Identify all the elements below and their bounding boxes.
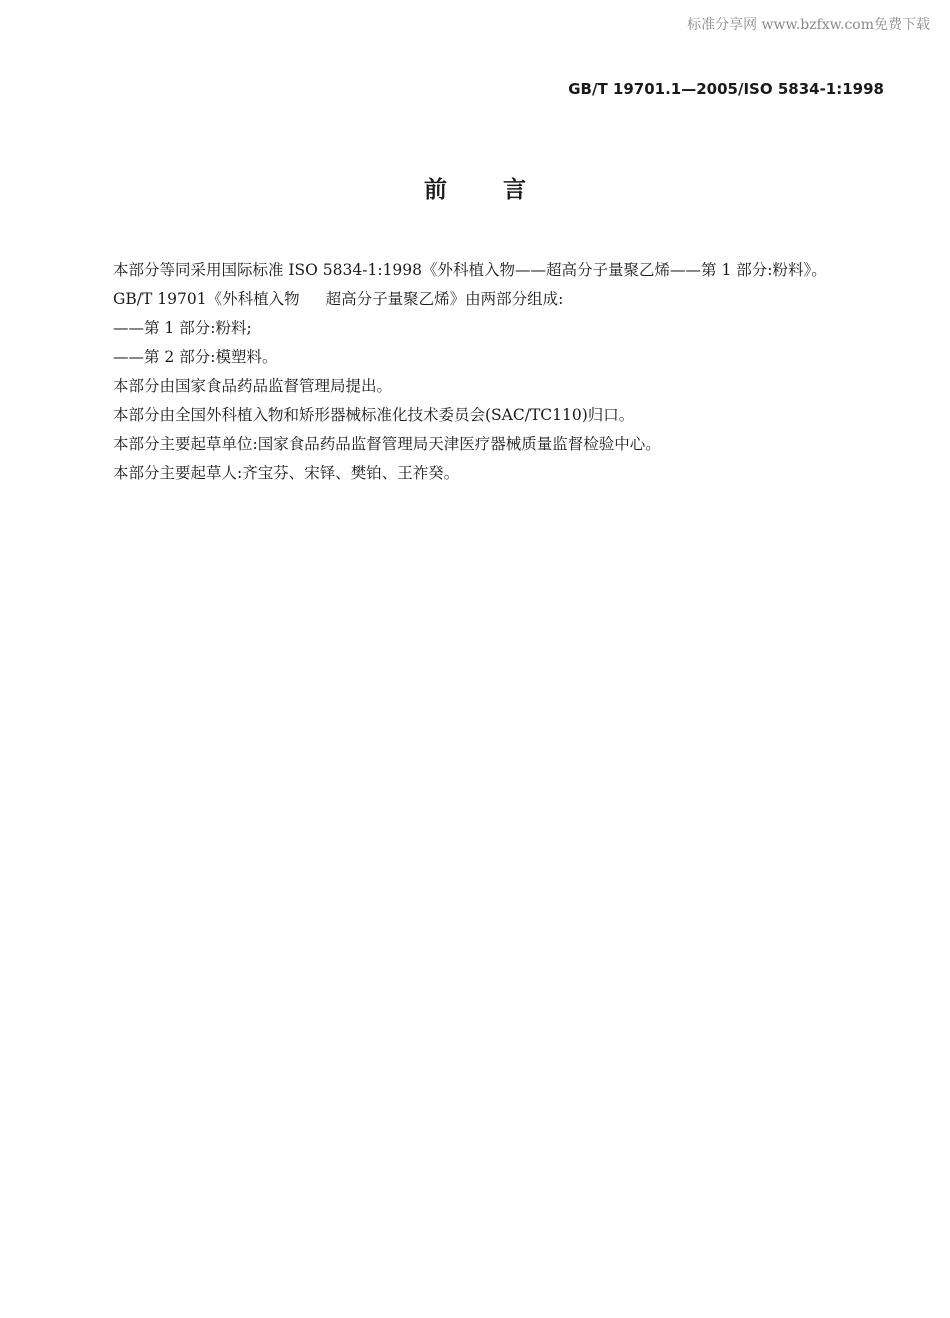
paragraph-drafting-unit: 本部分主要起草单位:国家食品药品监督管理局天津医疗器械质量监督检验中心。 <box>113 435 661 453</box>
paragraph-proposer: 本部分由国家食品药品监督管理局提出。 <box>113 377 393 395</box>
paragraph-adoption: 本部分等同采用国际标准 ISO 5834-1:1998《外科植入物——超高分子量聚乙烯——第 1 部分:粉料》。 <box>113 261 827 279</box>
page-title: 前言 <box>424 177 582 203</box>
paragraph-committee: 本部分由全国外科植入物和矫形器械标准化技术委员会(SAC/TC110)归口。 <box>113 406 635 424</box>
standard-number: GB/T 19701.1—2005/ISO 5834-1:1998 <box>568 80 884 98</box>
paragraph-drafters: 本部分主要起草人:齐宝芬、宋铎、樊铂、王祚癸。 <box>113 464 460 482</box>
list-item-part-2: ——第 2 部分:模塑料。 <box>113 348 278 366</box>
watermark-text: 标准分享网 www.bzfxw.com免费下载 <box>687 17 930 33</box>
paragraph-composition <box>80 285 884 314</box>
composition-rest: 超高分子量聚乙烯》由两部分组成: <box>325 290 564 308</box>
list-item-part-1: ——第 1 部分:粉料; <box>113 319 252 337</box>
foreword-body <box>80 256 884 488</box>
composition-title-part: GB/T 19701《外科植入物 <box>113 290 300 308</box>
